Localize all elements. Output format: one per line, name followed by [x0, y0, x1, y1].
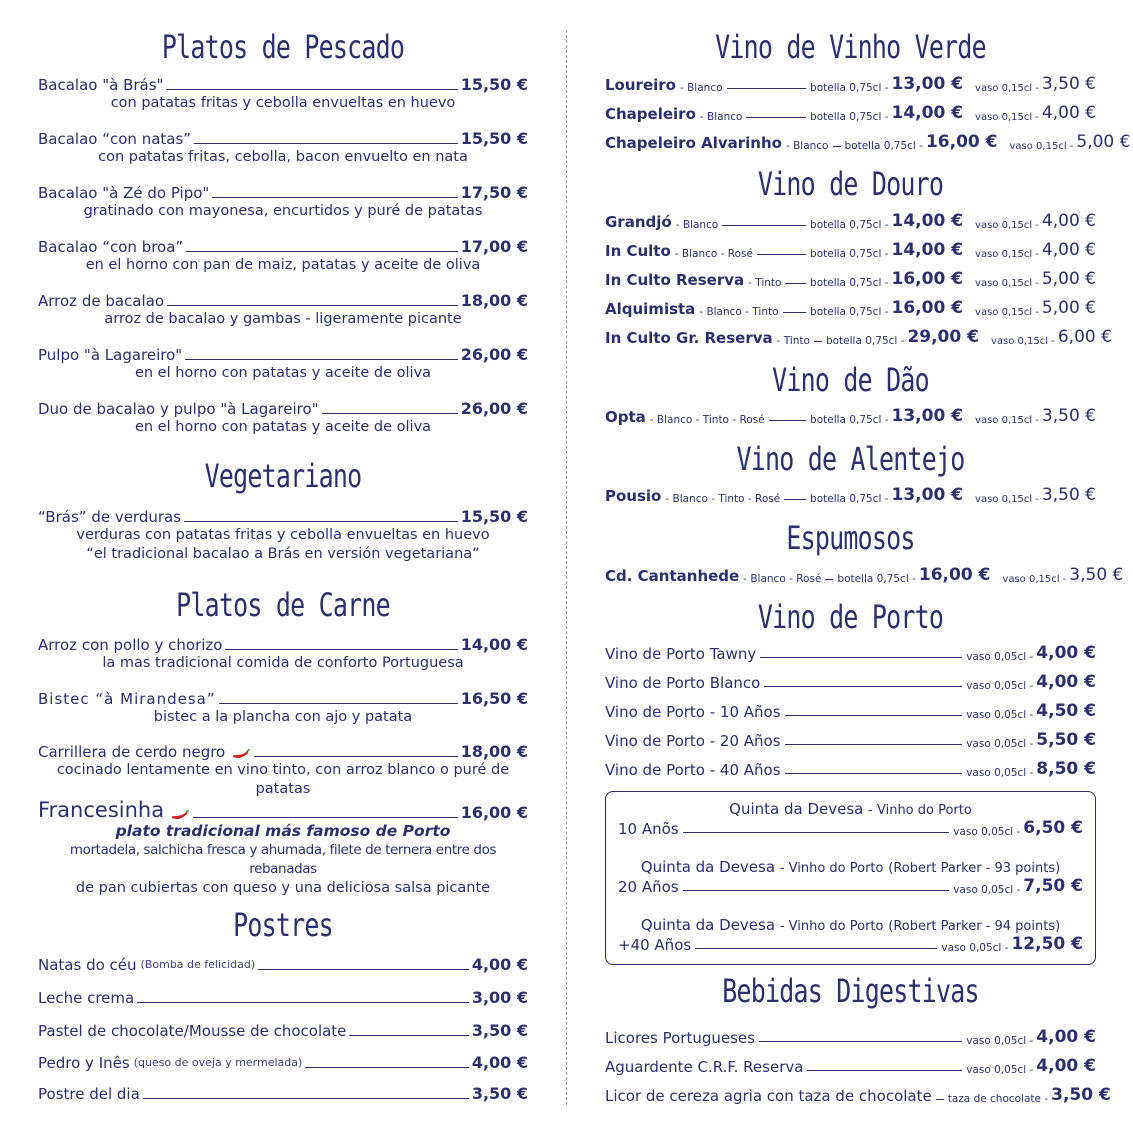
menu-item — [38, 743, 528, 799]
menu-item — [38, 184, 528, 221]
wine-row — [605, 406, 1096, 426]
menu-item — [38, 238, 528, 275]
item-name: Pulpo "à Lagareiro" — [38, 346, 183, 364]
bottle-price: 14,00 € — [891, 240, 964, 260]
bottle-price: 13,00 € — [891, 485, 964, 505]
section-title-carne: Platos de Carne — [176, 586, 390, 624]
digestive-row — [605, 1027, 1096, 1047]
glass-size: vaso 0,15cl - — [975, 220, 1039, 231]
wine-name: Pousio — [605, 487, 662, 505]
wine-row — [605, 298, 1096, 318]
bottle-price: 16,00 € — [891, 298, 964, 318]
menu-item — [38, 1054, 528, 1072]
glass-price: 5,00 € — [1076, 132, 1131, 152]
chili-pepper-icon — [231, 749, 251, 761]
menu-item — [38, 400, 528, 437]
item-name: Carrillera de cerdo negro — [38, 743, 226, 761]
glass-size: vaso 0,05cl - — [966, 680, 1034, 692]
wine-name: Vino de Porto Tawny — [605, 645, 757, 663]
bottle-size: botella 0,75cl - — [810, 111, 889, 123]
item-note: (queso de oveja y mermelada) — [133, 1056, 303, 1069]
section-title-vegetariano: Vegetariano — [204, 457, 362, 495]
section-title-espumosos: Espumosos — [786, 519, 915, 557]
section-title-alentejo: Vino de Alentejo — [736, 440, 965, 478]
item-price: 16,50 € — [460, 689, 528, 708]
bottle-price: 16,00 € — [891, 269, 964, 289]
glass-size: vaso 0,05cl - — [966, 767, 1034, 779]
wine-name: Alquimista — [605, 300, 696, 318]
bottle-size: botella 0,75cl - — [810, 82, 889, 94]
glass-size: vaso 0,05cl - — [966, 1035, 1034, 1047]
devesa-age: +40 Años — [618, 936, 692, 954]
glass-size: vaso 0,15cl - — [975, 494, 1039, 505]
glass-size: vaso 0,05cl - — [966, 738, 1034, 750]
glass-price: 8,50 € — [1036, 759, 1096, 779]
wine-row — [605, 132, 1131, 152]
wine-row — [605, 103, 1096, 123]
item-name: Bacalao "à Brás" — [38, 76, 164, 94]
wine-name: In Culto Reserva — [605, 271, 745, 289]
item-desc: “el tradicional bacalao a Brás en versión vegetariana” — [86, 546, 480, 562]
glass-price: 5,00 € — [1041, 298, 1096, 318]
bottle-price: 16,00 € — [918, 565, 991, 585]
port-row — [605, 730, 1096, 750]
devesa-sub: - Vinho do Porto — [868, 803, 972, 818]
wine-type: - Blanco — [679, 82, 723, 94]
wine-type: - Blanco — [785, 140, 829, 152]
devesa-rating: (Robert Parker - 94 points) — [888, 919, 1061, 934]
item-name: Pastel de chocolate/Mousse de chocolate — [38, 1022, 347, 1040]
menu-item — [38, 1022, 528, 1040]
wine-name: Vino de Porto - 20 Años — [605, 732, 781, 750]
glass-price: 4,00 € — [1036, 672, 1096, 692]
devesa-sub: - Vinho do Porto — [779, 861, 884, 876]
glass-price: 3,50 € — [1041, 485, 1096, 505]
glass-size: vaso 0,15cl - — [975, 83, 1039, 94]
wine-name: In Culto — [605, 242, 671, 260]
glass-price: 4,00 € — [1036, 1027, 1096, 1047]
glass-price: 4,00 € — [1041, 240, 1096, 260]
wine-name: Cd. Cantanhede — [605, 567, 740, 585]
port-row — [605, 759, 1096, 779]
bottle-price: 16,00 € — [925, 132, 998, 152]
wine-name: Vino de Porto Blanco — [605, 674, 761, 692]
chili-pepper-icon — [170, 810, 190, 822]
item-price: 15,50 € — [460, 75, 528, 94]
item-price: 15,50 € — [460, 507, 528, 526]
bottle-size: botella 0,75cl - — [810, 219, 889, 231]
glass-size: vaso 0,15cl - — [975, 278, 1039, 289]
item-name: Bacalao “con natas” — [38, 130, 192, 148]
menu-item — [38, 76, 528, 113]
item-price: 4,00 € — [471, 1053, 528, 1072]
column-divider — [566, 30, 567, 1105]
item-name: Bacalao "à Zé do Pipo" — [38, 184, 210, 202]
wine-row — [605, 240, 1096, 260]
devesa-item — [618, 858, 1083, 896]
item-price: 14,00 € — [460, 635, 528, 654]
bottle-size: botella 0,75cl - — [810, 277, 889, 289]
wine-name: In Culto Gr. Reserva — [605, 329, 773, 347]
wine-type: - Blanco - Rosé — [743, 573, 822, 585]
glass-price: 4,00 € — [1041, 211, 1096, 231]
item-price: 18,00 € — [460, 742, 528, 761]
item-name: Pedro y Inês — [38, 1054, 130, 1072]
bottle-price: 14,00 € — [891, 103, 964, 123]
item-price: 16,00 € — [460, 803, 528, 822]
item-desc: arroz de bacalao y gambas - ligeramente picante — [104, 311, 462, 327]
drink-name: Licor de cereza agria con taza de chocolate — [605, 1087, 932, 1105]
wine-type: - Blanco — [699, 111, 743, 123]
wine-type: - Tinto — [776, 335, 810, 347]
wine-type: - Blanco - Tinto - Rosé — [665, 493, 781, 505]
item-name: Duo de bacalao y pulpo "à Lagareiro" — [38, 400, 319, 418]
item-desc: con patatas fritas, cebolla, bacon envuelto en nata — [98, 149, 468, 165]
devesa-title: Quinta da Devesa — [729, 800, 864, 818]
menu-item-francesinha — [38, 798, 528, 898]
item-price: 18,00 € — [460, 291, 528, 310]
item-desc: la mas tradicional comida de conforto Portuguesa — [102, 655, 464, 671]
wine-row — [605, 327, 1112, 347]
section-title-douro: Vino de Douro — [757, 165, 944, 203]
digestive-row — [605, 1085, 1111, 1105]
menu-item — [38, 690, 528, 727]
section-title-dao: Vino de Dão — [772, 361, 929, 399]
glass-size: vaso 0,05cl - — [941, 942, 1009, 954]
item-desc: cocinado lentamente en vino tinto, con arroz blanco o puré de patatas — [56, 762, 510, 797]
glass-size: vaso 0,15cl - — [990, 336, 1055, 347]
bottle-size: botella 0,75cl - — [844, 140, 923, 152]
drink-name: Licores Portugueses — [605, 1029, 755, 1047]
glass-size: vaso 0,15cl - — [975, 249, 1039, 260]
item-name: Francesinha — [38, 798, 165, 822]
item-name: Bistec “à Mirandesa” — [38, 690, 216, 708]
item-note: (Bomba de felicidad) — [140, 958, 256, 971]
item-price: 26,00 € — [460, 345, 528, 364]
item-price: 3,50 € — [471, 1084, 528, 1103]
wine-row — [605, 211, 1096, 231]
item-desc: mortadela, salchicha fresca y ahumada, filete de ternera entre dos rebanadas — [69, 842, 497, 877]
bottle-price: 29,00 € — [907, 327, 979, 347]
glass-size: vaso 0,05cl - — [966, 1064, 1034, 1076]
item-price: 26,00 € — [460, 399, 528, 418]
bottle-price: 13,00 € — [891, 406, 964, 426]
wine-name: Vino de Porto - 10 Años — [605, 703, 781, 721]
bottle-size: botella 0,75cl - — [825, 335, 905, 347]
item-name: “Brás” de verduras — [38, 508, 182, 526]
item-price: 15,50 € — [460, 129, 528, 148]
devesa-item — [618, 916, 1083, 954]
glass-price: 3,50 € — [1069, 565, 1124, 585]
item-name: Arroz de bacalao — [38, 292, 165, 310]
item-desc: gratinado con mayonesa, encurtidos y puré de patatas — [83, 203, 483, 219]
item-price: 3,00 € — [471, 988, 528, 1007]
drink-name: Aguardente C.R.F. Reserva — [605, 1058, 804, 1076]
wine-row — [605, 565, 1124, 585]
devesa-rating: (Robert Parker - 93 points) — [888, 861, 1061, 876]
glass-size: vaso 0,15cl - — [975, 307, 1039, 318]
devesa-title: Quinta da Devesa — [640, 858, 776, 876]
menu-item — [38, 346, 528, 383]
wine-type: - Tinto — [748, 277, 782, 289]
item-desc: con patatas fritas y cebolla envueltas en huevo — [110, 95, 456, 111]
glass-price: 6,00 € — [1057, 327, 1112, 347]
item-price: 4,00 € — [471, 955, 528, 974]
bottle-size: botella 0,75cl - — [810, 306, 889, 318]
digestive-row — [605, 1056, 1096, 1076]
glass-price: 5,50 € — [1036, 730, 1096, 750]
glass-size: vaso 0,05cl - — [966, 709, 1034, 721]
glass-size: vaso 0,15cl - — [1002, 574, 1067, 585]
bottle-price: 14,00 € — [891, 211, 964, 231]
wine-name: Grandjó — [605, 213, 672, 231]
glass-size: vaso 0,15cl - — [1009, 141, 1074, 152]
glass-price: 12,50 € — [1011, 934, 1083, 954]
glass-price: 6,50 € — [1023, 818, 1083, 838]
section-title-pescado: Platos de Pescado — [161, 28, 405, 66]
port-row — [605, 701, 1096, 721]
item-name: Arroz con pollo y chorizo — [38, 636, 223, 654]
item-name: Bacalao “con broa” — [38, 238, 184, 256]
wine-name: Vino de Porto - 40 Años — [605, 761, 781, 779]
glass-size: vaso 0,15cl - — [975, 112, 1039, 123]
menu-item — [38, 1085, 528, 1103]
wine-name: Chapeleiro — [605, 105, 696, 123]
glass-size: vaso 0,05cl - — [966, 651, 1034, 663]
glass-price: 3,50 € — [1041, 74, 1096, 94]
item-name: Postre del dia — [38, 1085, 140, 1103]
menu-item — [38, 130, 528, 167]
glass-size: vaso 0,05cl - — [953, 884, 1021, 896]
glass-price: 4,00 € — [1036, 643, 1096, 663]
wine-row — [605, 74, 1096, 94]
menu-item — [38, 508, 528, 564]
wine-name: Loureiro — [605, 76, 676, 94]
wine-type: - Blanco — [675, 219, 719, 231]
item-name: Natas do céu — [38, 956, 137, 974]
bottle-size: botella 0,75cl - — [837, 573, 916, 585]
item-name: Leche crema — [38, 989, 135, 1007]
glass-price: 5,00 € — [1041, 269, 1096, 289]
glass-price: 4,00 € — [1041, 103, 1096, 123]
menu-item — [38, 636, 528, 673]
item-price: 17,00 € — [460, 237, 528, 256]
wine-type: - Blanco - Tinto — [699, 306, 779, 318]
glass-price: 4,50 € — [1036, 701, 1096, 721]
devesa-item — [618, 800, 1083, 838]
section-title-digestivas: Bebidas Digestivas — [722, 972, 979, 1010]
item-desc: en el horno con pan de maiz, patatas y aceite de oliva — [85, 257, 481, 273]
devesa-age: 10 Anõs — [618, 820, 679, 838]
bottle-size: botella 0,75cl - — [810, 493, 889, 505]
bottle-price: 13,00 € — [891, 74, 964, 94]
glass-price: 3,50 € — [1051, 1085, 1111, 1105]
menu-item — [38, 956, 528, 974]
wine-row — [605, 269, 1096, 289]
item-desc: bistec a la plancha con ajo y patata — [153, 709, 413, 725]
port-row — [605, 672, 1096, 692]
glass-price: 4,00 € — [1036, 1056, 1096, 1076]
item-price: 3,50 € — [471, 1021, 528, 1040]
devesa-age: 20 Años — [618, 878, 679, 896]
section-title-porto: Vino de Porto — [757, 598, 944, 636]
bottle-size: botella 0,75cl - — [810, 414, 889, 426]
section-title-postres: Postres — [233, 906, 333, 944]
devesa-title: Quinta da Devesa — [640, 916, 776, 934]
wine-type: - Blanco - Tinto - Rosé — [649, 414, 765, 426]
item-desc: en el horno con patatas y aceite de oliva — [134, 419, 432, 435]
glass-size: vaso 0,15cl - — [975, 415, 1039, 426]
glass-size: taza de chocolate - — [947, 1093, 1049, 1105]
glass-size: vaso 0,05cl - — [953, 826, 1021, 838]
wine-row — [605, 485, 1096, 505]
glass-price: 3,50 € — [1041, 406, 1096, 426]
wine-type: - Blanco - Rosé — [674, 248, 753, 260]
item-price: 17,50 € — [460, 183, 528, 202]
item-desc: verduras con patatas fritas y cebolla envueltas en huevo — [76, 527, 490, 543]
wine-name: Opta — [605, 408, 646, 426]
item-tagline: plato tradicional más famoso de Porto — [115, 822, 451, 840]
wine-name: Chapeleiro Alvarinho — [605, 134, 782, 152]
quinta-da-devesa-box — [605, 791, 1096, 965]
bottle-size: botella 0,75cl - — [810, 248, 889, 260]
section-title-verde: Vino de Vinho Verde — [715, 28, 986, 66]
devesa-sub: - Vinho do Porto — [779, 919, 884, 934]
port-row — [605, 643, 1096, 663]
menu-item — [38, 292, 528, 329]
glass-price: 7,50 € — [1023, 876, 1083, 896]
item-desc: de pan cubiertas con queso y una deliciosa salsa picante — [75, 880, 491, 896]
item-desc: en el horno con patatas y aceite de oliva — [134, 365, 432, 381]
menu-item — [38, 989, 528, 1007]
